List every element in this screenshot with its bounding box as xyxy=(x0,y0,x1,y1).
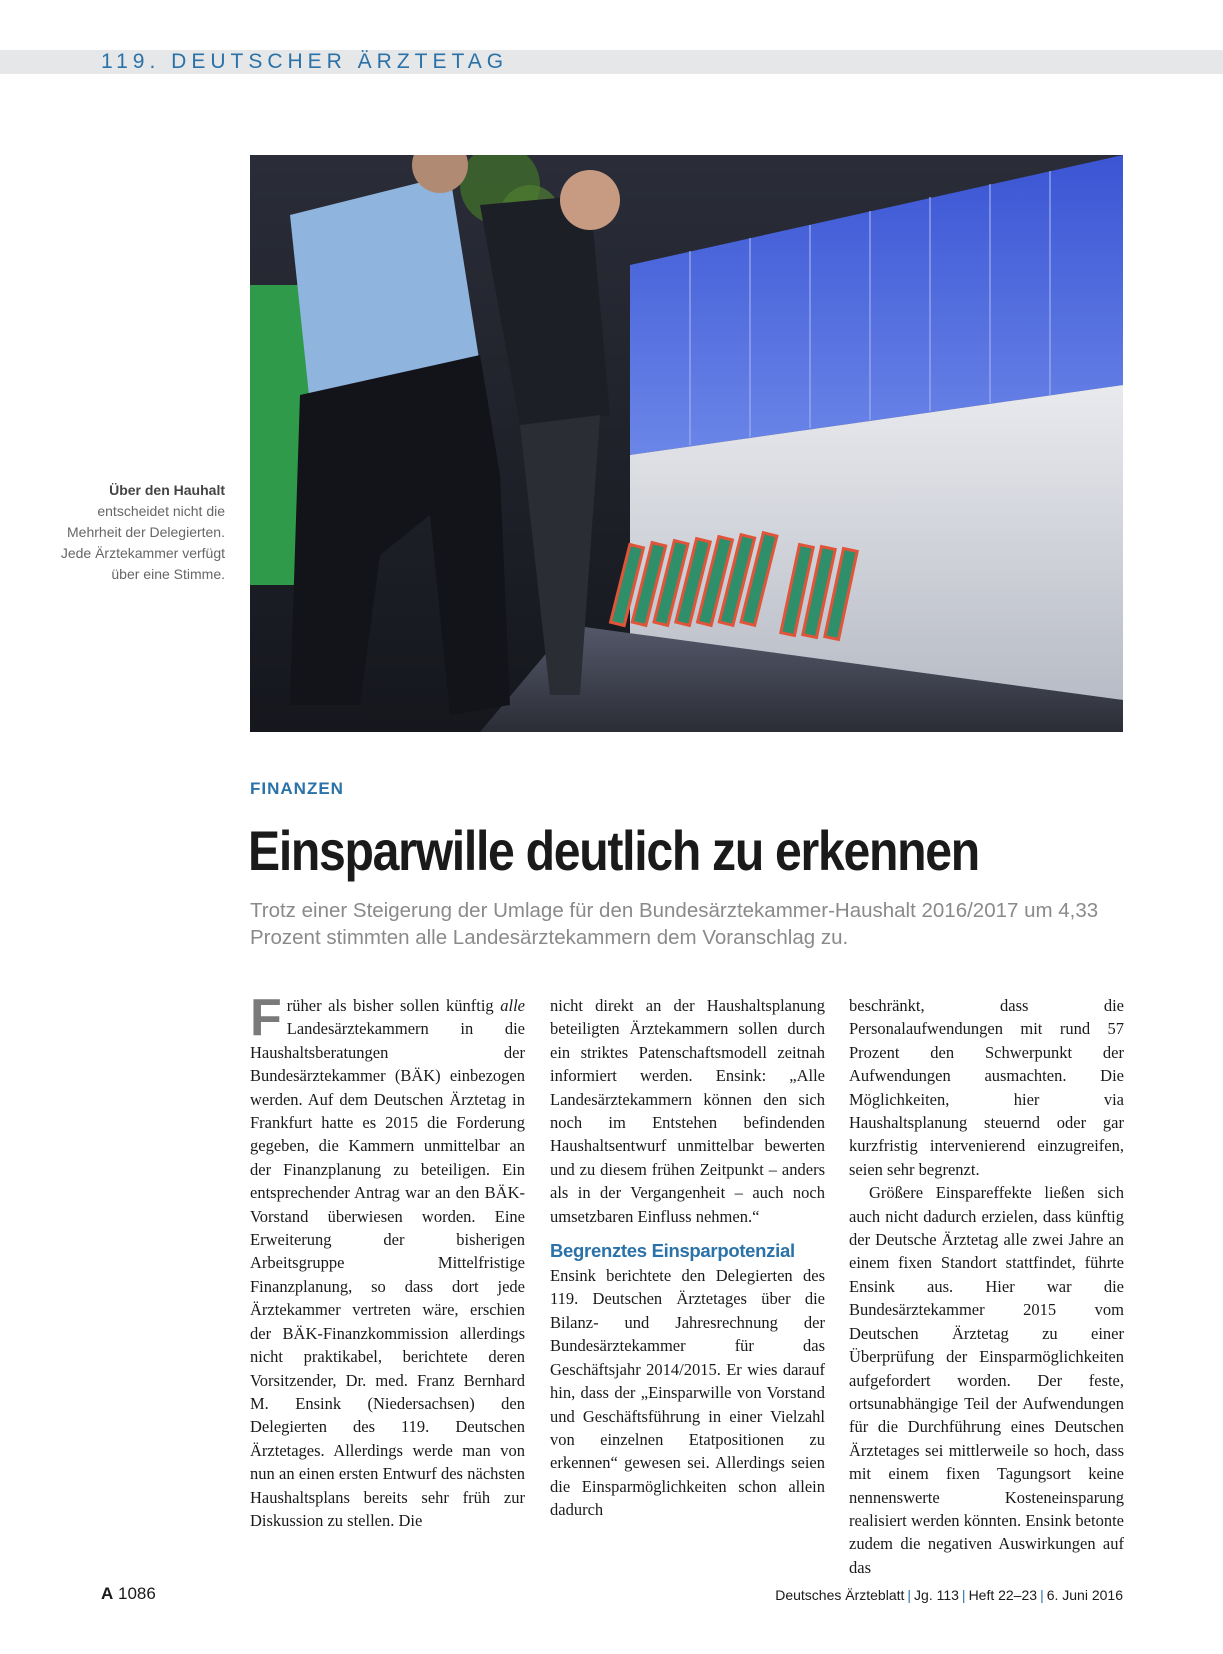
article-photo xyxy=(250,155,1123,732)
article-column-2 xyxy=(550,994,825,1522)
emphasis-text: alle xyxy=(500,996,525,1015)
caption-text: entscheidet nicht die Mehrheit der Delegierten. Jede Ärztekammer verfügt über eine Stimme. xyxy=(60,503,225,582)
section-subheading: Begrenztes Einsparpotenzial xyxy=(550,1240,795,1262)
paragraph: Ensink berichtete den Delegierten des 119. Deutschen Ärztetages über die Bilanz- und Jahresrechnung der Bundesärztekammer für das Geschäftsjahr 2014/2015. Er wies darauf hin, dass der „Einsparwille von Vorstand und Geschäftsführung in einer Vielzahl von einzelnen Etatpositionen zu erkennen“ gewesen sei. Allerdings seien die Einsparmöglichkeiten schon allein dadurch xyxy=(550,1266,825,1520)
article-column-1 xyxy=(250,989,525,1532)
journal-info xyxy=(775,1587,1123,1603)
article-subhead: Trotz einer Steigerung der Umlage für den Bundesärztekammer-Haushalt 2016/2017 um 4,33 Prozent stimmten alle Landesärztekammern dem Voranschlag zu. xyxy=(250,899,1099,949)
article-headline: Einsparwille deutlich zu erkennen xyxy=(248,819,979,882)
page-num: 1086 xyxy=(118,1584,156,1603)
paragraph: Größere Einspareffekte ließen sich auch nicht dadurch erzielen, dass künftig der Deutsche Ärztetag alle zwei Jahre an einem fixen Standort stattfindet, führte Ensink aus. Hier war die Bundesärztekammer 2015 vom Deutschen Ärztetag zu einer Überprüfung der Einsparmöglichkeiten aufgefordert worden. Der feste, ortsunabhängige Teil der Aufwendungen für die Durchführung eines Deutschen Ärztetages sei mittlerweile so hoch, dass mit einem fixen Tagungsort keine nennenswerte Kosteneinsparung realisiert werden könnten. Ensink betonte zudem die negativen Auswirkungen auf das xyxy=(849,1183,1124,1577)
photo-caption xyxy=(60,480,225,585)
paragraph: nicht direkt an der Haushaltsplanung beteiligten Ärztekammern sollen durch ein striktes Patenschaftsmodell zeitnah informiert werden. Ensink: „Alle Landesärztekammern können den sich noch im Entstehen befindenden Haushaltsentwurf unmittelbar bewerten und zu diesem frühen Zeitpunkt – anders als in der Vergangenheit – auch noch umsetzbaren Einfluss nehmen.“ xyxy=(550,996,825,1226)
photo-illustration xyxy=(250,155,1123,732)
page-letter: A xyxy=(101,1584,114,1603)
paragraph xyxy=(250,989,525,1532)
drop-cap: F xyxy=(250,989,282,1047)
separator: | xyxy=(1040,1587,1044,1603)
paragraph-text: Landesärztekammern in die Haushaltsberatungen der Bundesärztekammer (BÄK) einbezogen werden. Auf dem Deutschen Ärztetag in Frankfurt hatte es 2015 die Forderung gegeben, die Kammern unmittelbar an der Finanzplanung zu beteiligen. Ein entsprechender Antrag war an den BÄK-Vorstand überwiesen worden. Eine Erweiterung der bisherigen Arbeitsgruppe Mittelfristige Finanzplanung, so dass dort jede Ärztekammer vertreten wäre, erschien der BÄK-Finanzkommission allerdings nicht praktikabel, berichtete deren Vorsitzender, Dr. med. Franz Bernhard M. Ensink (Niedersachsen) den Delegierten des 119. Deutschen Ärztetages. Allerdings werde man von nun an einen ersten Entwurf des nächsten Haushaltsplans bereits sehr früh zur Diskussion zu stellen. Die xyxy=(250,1019,525,1530)
page-number xyxy=(101,1584,156,1604)
issue: Heft 22–23 xyxy=(968,1587,1038,1603)
date: 6. Juni 2016 xyxy=(1046,1587,1123,1603)
article-kicker: FINANZEN xyxy=(250,779,344,798)
separator: | xyxy=(961,1587,966,1603)
journal-name: Deutsches Ärzteblatt xyxy=(775,1587,905,1603)
volume: Jg. 113 xyxy=(914,1587,959,1603)
paragraph: beschränkt, dass die Personalaufwendungen mit rund 57 Prozent den Schwerpunkt der Aufwendungen ausmachten. Die Möglichkeiten, hier via Haushaltsplanung steuernd oder gar kurzfristig intervenierend einzugreifen, seien sehr begrenzt. xyxy=(849,996,1124,1179)
separator: | xyxy=(907,1587,912,1603)
caption-lead: Über den Hauhalt xyxy=(109,482,225,498)
article-column-3 xyxy=(849,994,1124,1579)
section-header: 119. DEUTSCHER ÄRZTETAG xyxy=(101,50,509,73)
paragraph-text: rüher als bisher sollen künftig xyxy=(286,996,501,1015)
